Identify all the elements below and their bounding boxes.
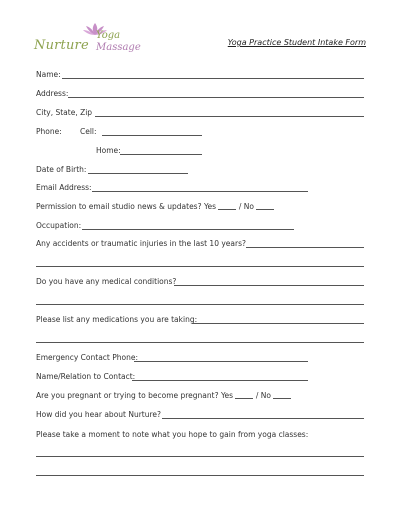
pregnant-no-field[interactable] bbox=[273, 390, 291, 399]
address-field[interactable] bbox=[68, 97, 364, 98]
logo-massage-text: Massage bbox=[96, 42, 141, 53]
email-field[interactable] bbox=[92, 191, 308, 192]
permission-yes-field[interactable] bbox=[218, 201, 236, 210]
goals-field-line-1[interactable] bbox=[36, 456, 364, 457]
home-field[interactable] bbox=[120, 154, 202, 155]
relation-field[interactable] bbox=[132, 380, 308, 381]
cell-field[interactable] bbox=[102, 135, 202, 136]
injuries-label: Any accidents or traumatic injuries in the last 10 years? bbox=[36, 239, 246, 248]
injuries-field[interactable] bbox=[246, 247, 364, 248]
address-label: Address: bbox=[36, 89, 69, 98]
name-label: Name: bbox=[36, 70, 61, 79]
dob-field[interactable] bbox=[88, 173, 188, 174]
logo-yoga-text: Yoga bbox=[96, 30, 121, 41]
relation-label: Name/Relation to Contact: bbox=[36, 372, 136, 381]
occupation-label: Occupation: bbox=[36, 221, 82, 230]
home-label: Home: bbox=[96, 146, 121, 155]
medical-field[interactable] bbox=[174, 285, 364, 286]
medical-field-line-2[interactable] bbox=[36, 304, 364, 305]
pregnant-question bbox=[36, 390, 291, 402]
pregnant-yes-field[interactable] bbox=[235, 390, 253, 399]
pregnant-label: Are you pregnant or trying to become pregnant? Yes bbox=[36, 391, 234, 400]
emergency-phone-label: Emergency Contact Phone: bbox=[36, 353, 139, 362]
cell-label: Cell: bbox=[80, 127, 97, 136]
injuries-field-line-2[interactable] bbox=[36, 266, 364, 267]
permission-label: Permission to email studio news & updates? Yes bbox=[36, 202, 217, 211]
heard-field[interactable] bbox=[162, 418, 364, 419]
emergency-phone-field[interactable] bbox=[134, 361, 308, 362]
dob-label: Date of Birth: bbox=[36, 165, 87, 174]
occupation-field[interactable] bbox=[82, 229, 294, 230]
pregnant-no-label: / No bbox=[255, 391, 271, 400]
medications-field[interactable] bbox=[192, 323, 364, 324]
city-state-zip-field[interactable] bbox=[95, 116, 364, 117]
email-label: Email Address: bbox=[36, 183, 92, 192]
nurture-logo bbox=[34, 22, 154, 62]
permission-no-field[interactable] bbox=[256, 201, 274, 210]
logo-nurture-text: Nurture bbox=[34, 38, 89, 53]
medical-label: Do you have any medical conditions? bbox=[36, 277, 177, 286]
phone-label: Phone: bbox=[36, 127, 62, 136]
permission-no-label: / No bbox=[238, 202, 254, 211]
heard-label: How did you hear about Nurture? bbox=[36, 410, 162, 419]
goals-field-line-2[interactable] bbox=[36, 475, 364, 476]
city-state-zip-label: City, State, Zip bbox=[36, 108, 93, 117]
medications-field-line-2[interactable] bbox=[36, 342, 364, 343]
name-field[interactable] bbox=[62, 78, 364, 79]
goals-label: Please take a moment to note what you hope to gain from yoga classes: bbox=[36, 430, 309, 439]
permission-question bbox=[36, 201, 274, 213]
form-title: Yoga Practice Student Intake Form bbox=[227, 38, 366, 47]
medications-label: Please list any medications you are taking: bbox=[36, 315, 198, 324]
